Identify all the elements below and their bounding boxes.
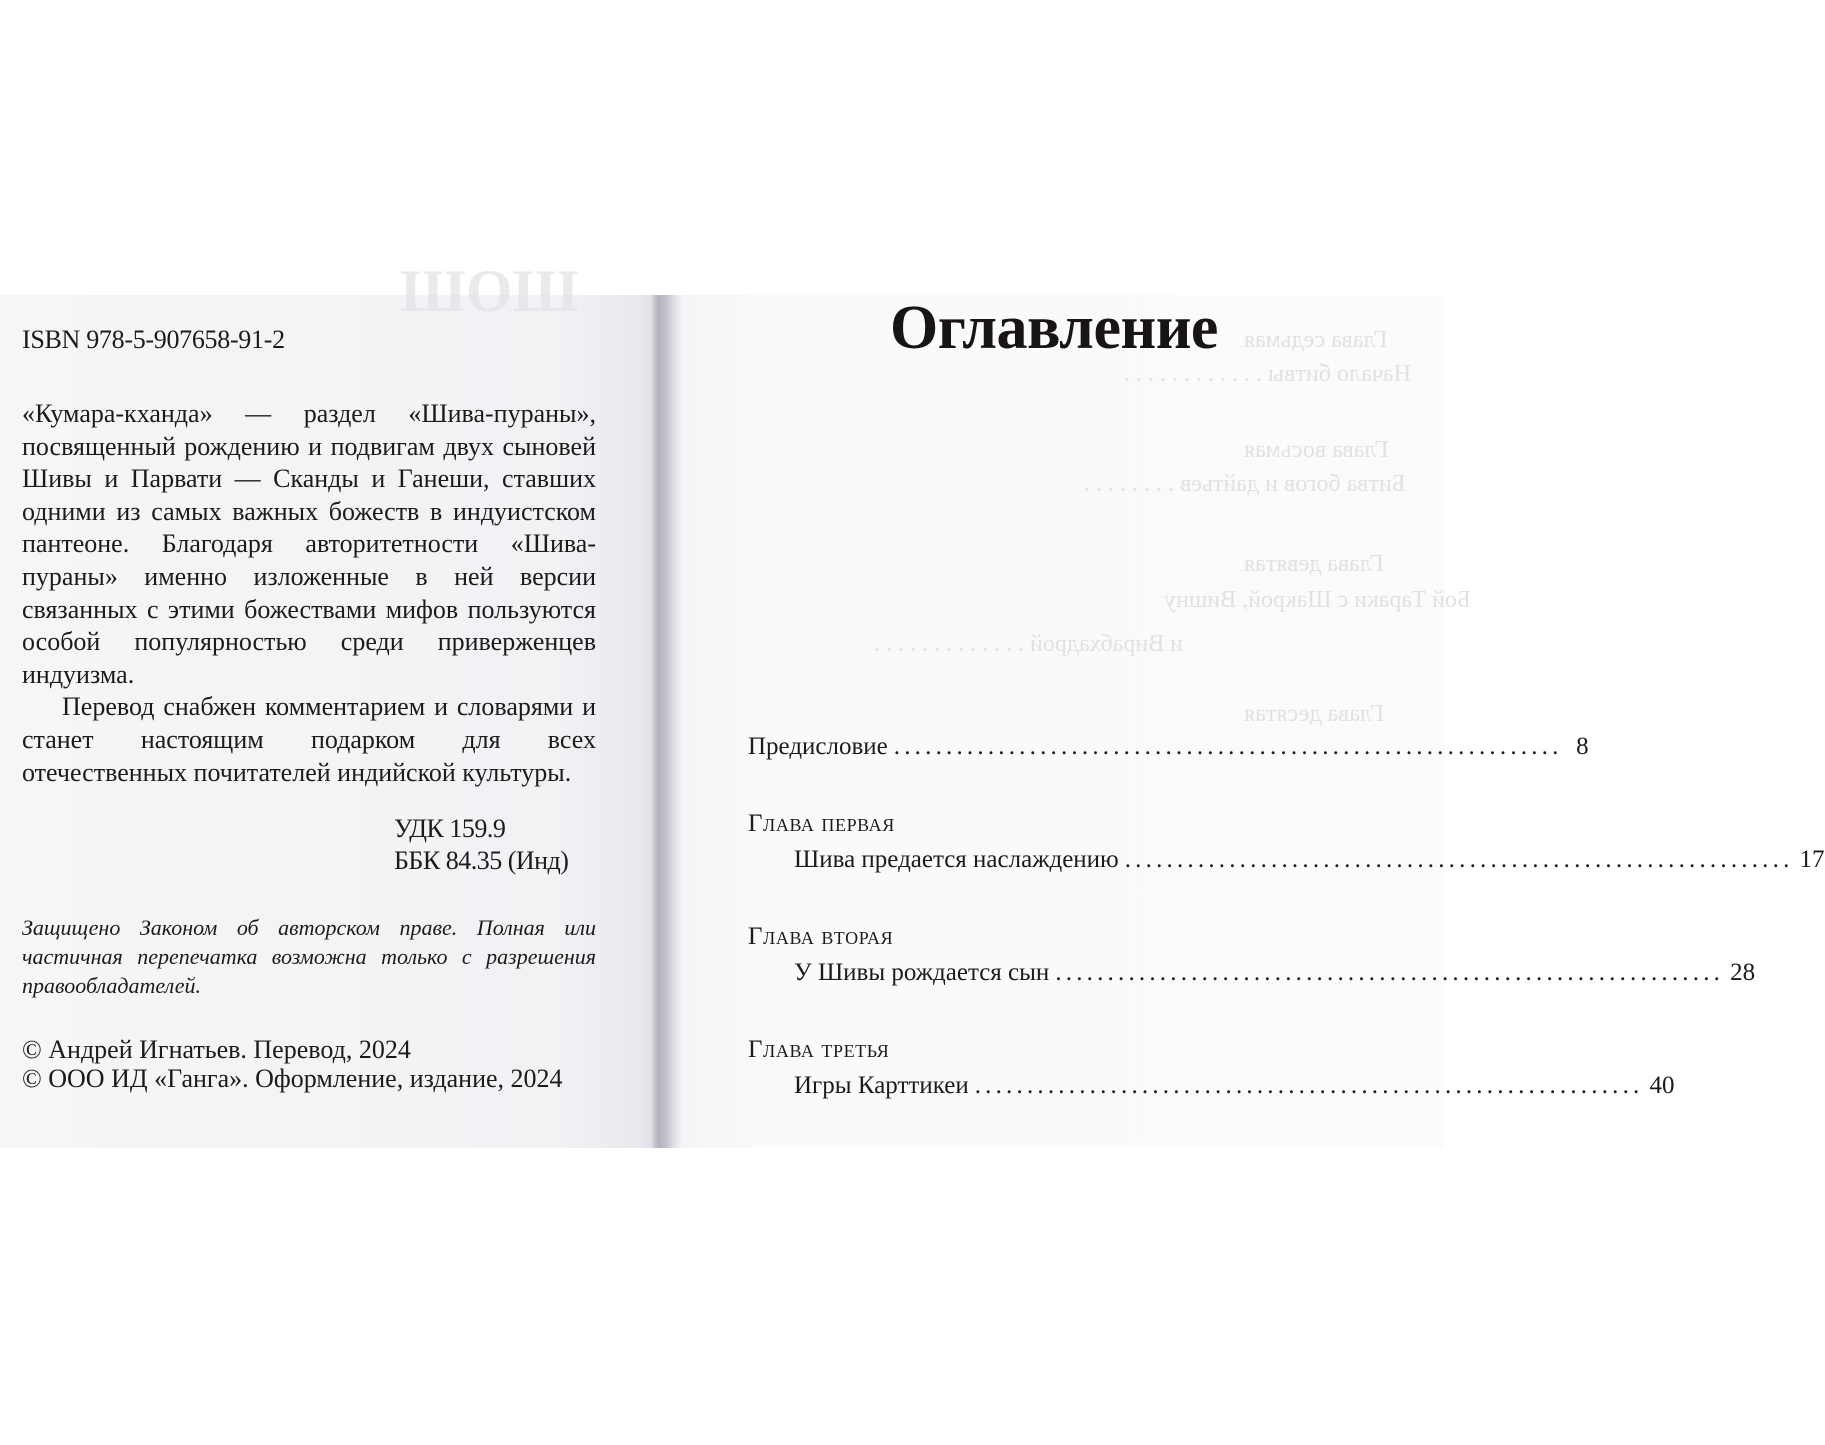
udk-code: УДК 159.9 — [394, 814, 506, 843]
toc-page-number: 28 — [1730, 959, 1756, 986]
leader-dots: ................................................................ — [1124, 846, 1794, 873]
toc-chapter-heading: Глава первая — [748, 810, 895, 837]
show-through-text: и Вирабхадрой . . . . . . . . . . . . . — [874, 631, 1184, 657]
show-through-text: Бой Тараки с Шакрой, Вишну — [1164, 587, 1471, 613]
leader-dots: ................................................................ — [974, 1072, 1644, 1099]
toc-entry — [748, 959, 1756, 996]
toc-entry-label: Шива предается наслаждению — [794, 846, 1119, 873]
show-through-text: Глава десятая — [1244, 701, 1384, 727]
copyright-publisher: © ООО ИД «Ганга». Оформление, издание, 2024 — [22, 1064, 563, 1093]
toc-chapter-heading: Глава третья — [748, 1036, 890, 1063]
book-spread — [0, 258, 1825, 1148]
right-page-contents — [684, 294, 1825, 1148]
toc-entry-label: У Шивы рождается сын — [794, 959, 1050, 986]
toc-entry — [748, 846, 1825, 883]
toc-entry-label: Предисловие — [748, 733, 888, 760]
toc-entry — [748, 1072, 1675, 1109]
copyright-lines — [22, 1035, 622, 1093]
isbn: ISBN 978-5-907658-91-2 — [22, 325, 285, 354]
table-of-contents — [748, 733, 1825, 1109]
show-through-text: ШОШ — [400, 258, 579, 324]
show-through-text: Битва богов и дайтьев . . . . . . . . — [1084, 471, 1406, 497]
copyright-translator: © Андрей Игнатьев. Перевод, 2024 — [22, 1035, 411, 1064]
show-through-text: Глава девятая — [1244, 551, 1384, 577]
toc-entry-label: Игры Карттикеи — [794, 1072, 969, 1099]
leader-dots: ................................................................ — [893, 733, 1563, 760]
toc-page-number: 40 — [1649, 1072, 1675, 1099]
classification-codes — [394, 813, 568, 877]
toc-chapter-heading: Глава вторая — [748, 923, 894, 950]
book-spine-gutter — [652, 295, 684, 1148]
left-page-imprint — [0, 258, 657, 1148]
bbk-code: ББК 84.35 (Инд) — [394, 846, 569, 875]
show-through-text: Начало битвы . . . . . . . . . . . . — [1124, 361, 1411, 387]
page-title: Оглавление — [890, 294, 1218, 362]
show-through-text: Глава восьмая — [1244, 437, 1389, 463]
show-through-text: Глава седьмая — [1244, 327, 1388, 353]
toc-page-number: 8 — [1576, 733, 1589, 760]
annotation — [22, 398, 596, 789]
annotation-paragraph: Перевод снабжен комментарием и словарями и станет настоящим подарком для всех отечественных почитателей индийской культуры. — [22, 692, 596, 787]
annotation-paragraph: «Кумара-кханда» — раздел «Шива-пураны», посвященный рождению и подвигам двух сыновей Шивы и Парвати — Сканды и Ганеши, ставших одними из самых важных божеств в индуистском пантеоне. Благодаря авторитетности «Шива-пураны» именно изложенные в ней версии связанных с этими божествами мифов пользуются особой популярностью среди приверженцев индуизма. — [22, 399, 596, 689]
copyright-notice: Защищено Законом об авторском праве. Полная или частичная перепечатка возможна только с разрешения правообладателей. — [22, 915, 596, 998]
leader-dots: ................................................................ — [1055, 959, 1725, 986]
toc-entry-preface — [748, 733, 1589, 770]
toc-page-number: 17 — [1799, 846, 1825, 873]
